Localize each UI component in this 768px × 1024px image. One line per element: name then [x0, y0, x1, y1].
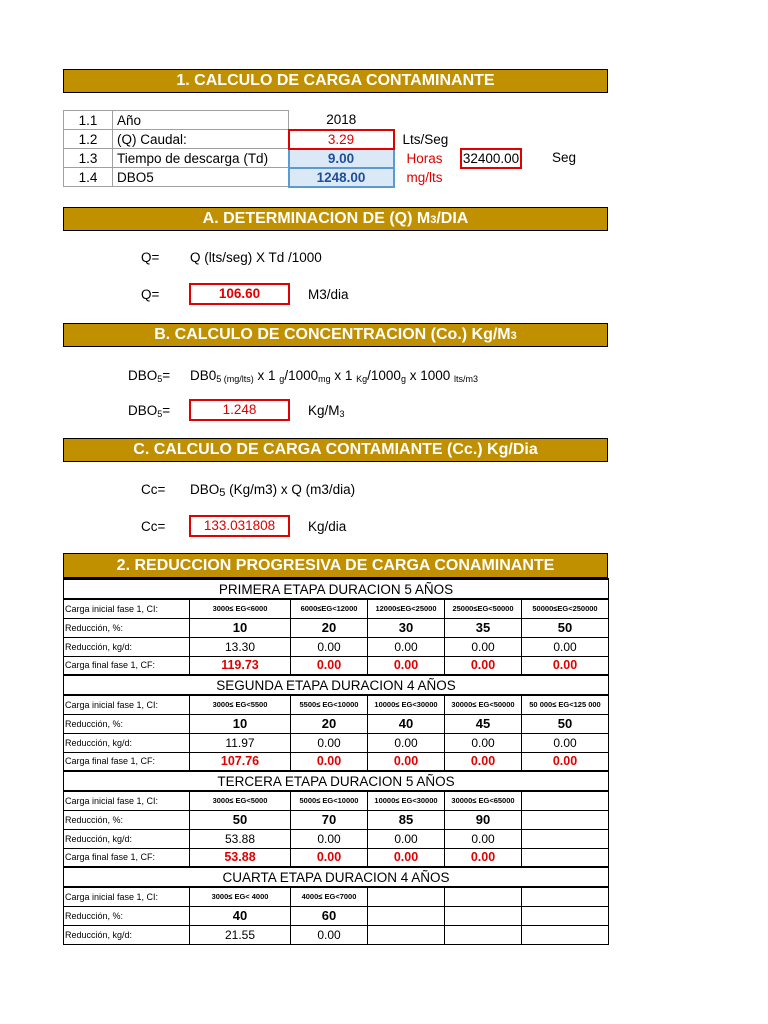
final-load-cell[interactable]: 0.00 [368, 656, 445, 675]
reduction-pct-cell[interactable]: 10 [190, 618, 291, 637]
q-formula: Q (lts/seg) X Td /1000 [190, 250, 322, 265]
seconds-unit: Seg [552, 150, 577, 165]
stage-title: PRIMERA ETAPA DURACION 5 AÑOS [64, 579, 609, 599]
stage-header-row [64, 675, 609, 695]
reduction-pct-cell[interactable] [445, 906, 522, 925]
final-load-cell[interactable]: 0.00 [522, 656, 609, 675]
range-cell[interactable]: 3000≤ EG<6000 [190, 599, 291, 618]
table-row [64, 618, 609, 637]
row-label: Tiempo de descarga (Td) [113, 149, 289, 168]
reduction-kgd-cell[interactable]: 21.55 [190, 925, 291, 944]
row-label: Reducción, %: [64, 618, 190, 637]
final-load-cell[interactable] [522, 848, 609, 867]
load-unit: Kg/dia [308, 519, 347, 534]
stage-title: CUARTA ETAPA DURACION 4 AÑOS [64, 867, 609, 887]
reduction-kgd-cell[interactable] [522, 829, 609, 848]
table-row [64, 714, 609, 733]
dbo5-formula-label: DBO5= [128, 368, 171, 384]
final-load-cell[interactable]: 107.76 [190, 752, 291, 771]
table-row [64, 111, 453, 130]
table-row [64, 887, 609, 906]
row-label: Reducción, %: [64, 906, 190, 925]
dbo5-value[interactable]: 1248.00 [289, 168, 394, 187]
reduction-kgd-cell[interactable]: 0.00 [522, 637, 609, 656]
reduction-title: 2. REDUCCION PROGRESIVA DE CARGA CONAMINANTE [63, 553, 608, 578]
table-row [64, 810, 609, 829]
range-cell[interactable]: 50000≤EG<250000 [522, 599, 609, 618]
row-label: Carga inicial fase 1, CI: [64, 695, 190, 714]
dbo5-formula: DB05 (mg/lts) x 1 g/1000mg x 1 Kg/1000g x 1000 lts/m3 [190, 368, 479, 384]
range-cell[interactable] [368, 887, 445, 906]
load-value[interactable]: 133.031808 [189, 515, 290, 537]
range-cell[interactable]: 5000≤ EG<10000 [291, 791, 368, 810]
row-label: Carga inicial fase 1, CI: [64, 887, 190, 906]
reduction-pct-cell[interactable] [522, 810, 609, 829]
table-row [64, 130, 453, 149]
table-row [64, 752, 609, 771]
row-label: Año [113, 111, 289, 130]
row-label: Reducción, kg/d: [64, 637, 190, 656]
reduction-pct-cell[interactable]: 90 [445, 810, 522, 829]
reduction-pct-cell[interactable]: 70 [291, 810, 368, 829]
reduction-kgd-cell[interactable]: 0.00 [522, 733, 609, 752]
stage-header-row [64, 579, 609, 599]
q-formula-label: Q= [141, 250, 160, 265]
q-result-label: Q= [141, 287, 160, 302]
section-c-title: C. CALCULO DE CARGA CONTAMIANTE (Cc.) Kg/Dia [63, 438, 608, 462]
final-load-cell[interactable]: 0.00 [445, 848, 522, 867]
range-cell[interactable]: 3000≤ EG< 4000 [190, 887, 291, 906]
final-load-cell[interactable]: 0.00 [368, 848, 445, 867]
row-unit [394, 111, 453, 130]
reduction-kgd-cell[interactable]: 0.00 [445, 829, 522, 848]
section-1-title: 1. CALCULO DE CARGA CONTAMINANTE [63, 69, 608, 93]
range-cell[interactable]: 4000≤ EG<7000 [291, 887, 368, 906]
final-load-cell[interactable]: 0.00 [445, 656, 522, 675]
discharge-time-unit: Horas [406, 150, 443, 166]
reduction-kgd-cell[interactable]: 0.00 [368, 733, 445, 752]
seconds-value[interactable]: 32400.00 [460, 148, 522, 169]
row-label: Reducción, %: [64, 810, 190, 829]
reduction-kgd-cell[interactable]: 0.00 [291, 637, 368, 656]
range-cell[interactable]: 30000≤ EG<65000 [445, 791, 522, 810]
dbo5-unit: mg/lts [406, 169, 443, 185]
cc-formula: DBO5 (Kg/m3) x Q (m3/dia) [190, 482, 356, 499]
range-cell[interactable]: 25000≤EG<50000 [445, 599, 522, 618]
q-result-unit: M3/dia [308, 287, 349, 302]
flow-unit: Lts/Seg [402, 131, 449, 147]
range-cell[interactable]: 10000≤ EG<30000 [368, 695, 445, 714]
reduction-pct-cell[interactable]: 10 [190, 714, 291, 733]
concentration-value[interactable]: 1.248 [189, 399, 290, 421]
table-row [64, 637, 609, 656]
row-label: Reducción, kg/d: [64, 733, 190, 752]
reduction-pct-cell[interactable] [522, 906, 609, 925]
reduction-pct-cell[interactable]: 40 [190, 906, 291, 925]
cc-formula-label: Cc= [141, 482, 166, 497]
range-cell[interactable]: 10000≤ EG<30000 [368, 791, 445, 810]
reduction-kgd-cell[interactable] [368, 925, 445, 944]
reduction-kgd-cell[interactable]: 0.00 [291, 829, 368, 848]
final-load-cell[interactable]: 119.73 [190, 656, 291, 675]
table-row [64, 733, 609, 752]
stage-header-row [64, 867, 609, 887]
row-number: 1.1 [64, 111, 113, 130]
row-label: Carga inicial fase 1, CI: [64, 599, 190, 618]
row-label: Reducción, kg/d: [64, 925, 190, 944]
reduction-kgd-cell[interactable] [522, 925, 609, 944]
reduction-pct-cell[interactable]: 60 [291, 906, 368, 925]
row-label: Reducción, kg/d: [64, 829, 190, 848]
row-label: Carga inicial fase 1, CI: [64, 791, 190, 810]
final-load-cell[interactable]: 0.00 [368, 752, 445, 771]
reduction-kgd-cell[interactable]: 0.00 [445, 733, 522, 752]
row-number: 1.3 [64, 149, 113, 168]
reduction-pct-cell[interactable]: 50 [522, 618, 609, 637]
reduction-pct-cell[interactable] [368, 906, 445, 925]
row-number: 1.2 [64, 130, 113, 149]
flow-value[interactable]: 3.29 [289, 130, 394, 149]
reduction-pct-cell[interactable]: 50 [522, 714, 609, 733]
reduction-kgd-cell[interactable]: 0.00 [368, 829, 445, 848]
range-cell[interactable] [522, 791, 609, 810]
reduction-table-wrapper [63, 553, 608, 945]
input-table [63, 110, 453, 188]
table-row [64, 599, 609, 618]
range-cell[interactable] [522, 887, 609, 906]
final-load-cell[interactable]: 0.00 [445, 752, 522, 771]
reduction-kgd-cell[interactable]: 53.88 [190, 829, 291, 848]
range-cell[interactable]: 3000≤ EG<5000 [190, 791, 291, 810]
final-load-cell[interactable]: 0.00 [522, 752, 609, 771]
table-row [64, 168, 453, 187]
reduction-pct-cell[interactable]: 35 [445, 618, 522, 637]
row-label: (Q) Caudal: [113, 130, 289, 149]
reduction-kgd-cell[interactable]: 0.00 [368, 637, 445, 656]
table-row [64, 149, 453, 168]
row-label: DBO5 [113, 168, 289, 187]
table-row [64, 829, 609, 848]
reduction-kgd-cell[interactable] [445, 925, 522, 944]
reduction-kgd-cell[interactable]: 0.00 [445, 637, 522, 656]
reduction-kgd-cell[interactable]: 13.30 [190, 637, 291, 656]
range-cell[interactable] [445, 887, 522, 906]
row-number: 1.4 [64, 168, 113, 187]
section-b-title: B. CALCULO DE CONCENTRACION (Co.) Kg/M3 [63, 323, 608, 347]
reduction-kgd-cell[interactable]: 0.00 [291, 733, 368, 752]
stage-header-row [64, 771, 609, 791]
section-a-title: A. DETERMINACION DE (Q) M3/DIA [63, 207, 608, 231]
dbo5-result-label: DBO5= [128, 403, 171, 419]
range-cell[interactable]: 30000≤ EG<50000 [445, 695, 522, 714]
reduction-kgd-cell[interactable]: 0.00 [291, 925, 368, 944]
reduction-kgd-cell[interactable]: 11.97 [190, 733, 291, 752]
row-label: Carga final fase 1, CF: [64, 656, 190, 675]
table-row [64, 906, 609, 925]
final-load-cell[interactable]: 53.88 [190, 848, 291, 867]
final-load-cell[interactable]: 0.00 [291, 752, 368, 771]
discharge-time-value[interactable]: 9.00 [289, 149, 394, 168]
reduction-pct-cell[interactable]: 85 [368, 810, 445, 829]
reduction-pct-cell[interactable]: 20 [291, 714, 368, 733]
cc-result-label: Cc= [141, 519, 166, 534]
row-label: Carga final fase 1, CF: [64, 848, 190, 867]
row-label: Carga final fase 1, CF: [64, 752, 190, 771]
table-row [64, 925, 609, 944]
table-row [64, 791, 609, 810]
table-row [64, 656, 609, 675]
reduction-pct-cell[interactable]: 45 [445, 714, 522, 733]
reduction-pct-cell[interactable]: 30 [368, 618, 445, 637]
reduction-table [63, 578, 609, 945]
range-cell[interactable]: 6000≤EG<12000 [291, 599, 368, 618]
table-row [64, 695, 609, 714]
concentration-unit: Kg/M3 [308, 403, 345, 419]
stage-title: TERCERA ETAPA DURACION 5 AÑOS [64, 771, 609, 791]
range-cell[interactable]: 5500≤ EG<10000 [291, 695, 368, 714]
reduction-pct-cell[interactable]: 20 [291, 618, 368, 637]
range-cell[interactable]: 3000≤ EG<5500 [190, 695, 291, 714]
stage-title: SEGUNDA ETAPA DURACION 4 AÑOS [64, 675, 609, 695]
reduction-pct-cell[interactable]: 40 [368, 714, 445, 733]
year-value[interactable]: 2018 [326, 112, 357, 127]
range-cell[interactable]: 12000≤EG<25000 [368, 599, 445, 618]
table-row [64, 848, 609, 867]
final-load-cell[interactable]: 0.00 [291, 848, 368, 867]
final-load-cell[interactable]: 0.00 [291, 656, 368, 675]
row-label: Reducción, %: [64, 714, 190, 733]
q-result-value[interactable]: 106.60 [189, 283, 290, 305]
reduction-pct-cell[interactable]: 50 [190, 810, 291, 829]
range-cell[interactable]: 50 000≤ EG<125 000 [522, 695, 609, 714]
